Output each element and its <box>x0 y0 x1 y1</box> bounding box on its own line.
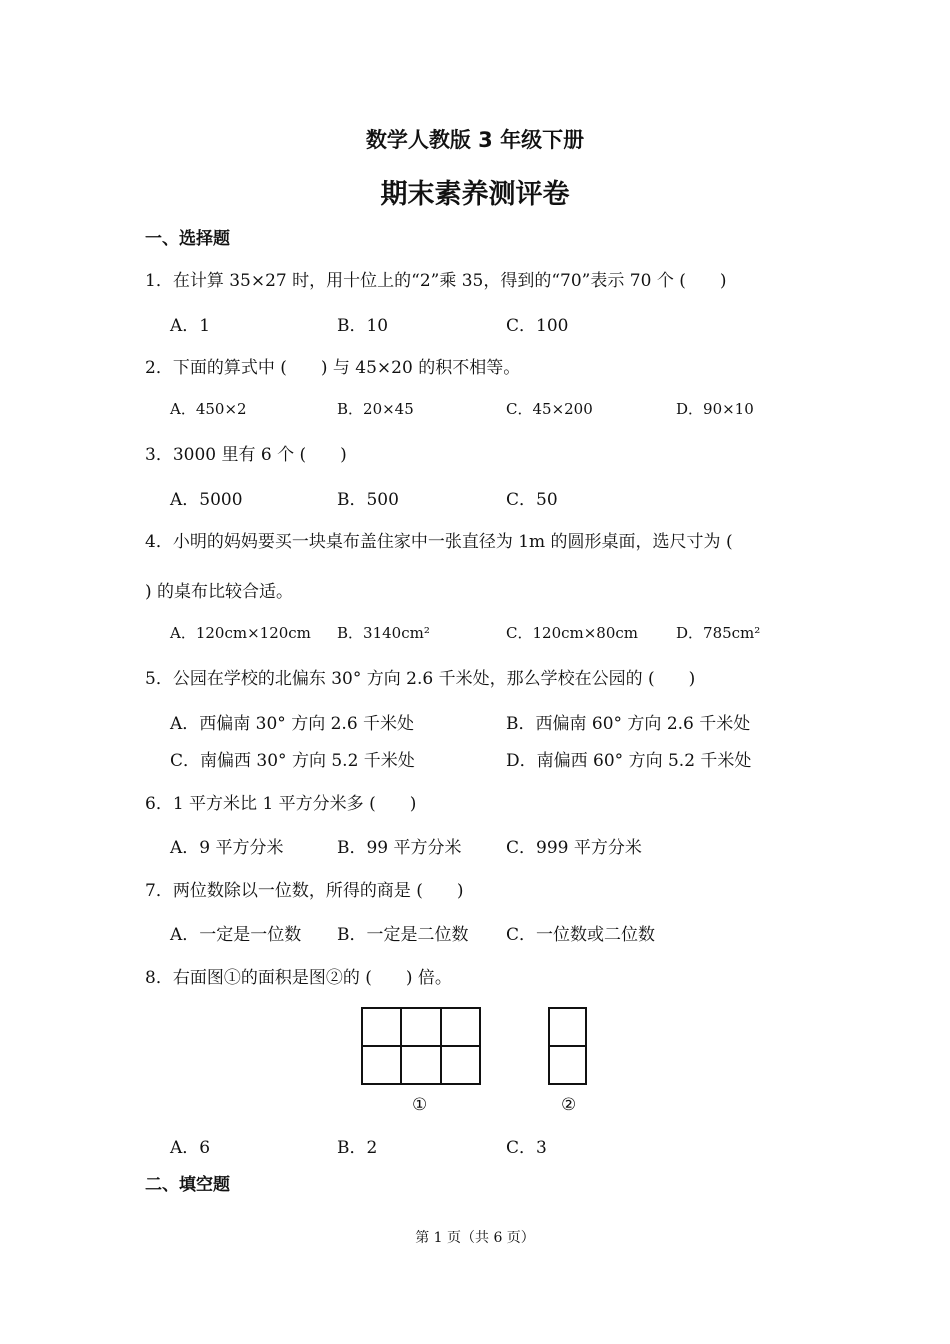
question-1-stem: 1．在计算 35×27 时，用十位上的“2”乘 35，得到的“70”表示 70 个 ( ) <box>145 271 727 291</box>
section-heading-choice: 一、选择题 <box>145 229 230 249</box>
figure-1-grid <box>361 1007 481 1085</box>
grid-cell <box>401 1008 440 1046</box>
grid-cell <box>549 1008 586 1046</box>
question-3-option-c[interactable]: C．50 <box>506 490 558 510</box>
figure-2-grid <box>548 1007 587 1085</box>
figure-1-label: ① <box>412 1095 428 1115</box>
figure-2-label: ② <box>561 1095 577 1115</box>
question-4-stem-continued: ) 的桌布比较合适。 <box>145 582 294 602</box>
question-3-stem: 3．3000 里有 6 个 ( ) <box>145 445 347 465</box>
grid-cell <box>401 1046 440 1084</box>
question-8-option-c[interactable]: C．3 <box>506 1138 547 1158</box>
question-5-stem: 5．公园在学校的北偏东 30° 方向 2.6 千米处，那么学校在公园的 ( ) <box>145 669 696 689</box>
question-7-option-a[interactable]: A．一定是一位数 <box>170 925 302 945</box>
question-3-option-b[interactable]: B．500 <box>337 490 399 510</box>
question-4-option-a[interactable]: A．120cm×120cm <box>170 624 311 642</box>
question-4-option-c[interactable]: C．120cm×80cm <box>506 624 639 642</box>
question-7-option-b[interactable]: B．一定是二位数 <box>337 925 469 945</box>
question-7-option-c[interactable]: C．一位数或二位数 <box>506 925 656 945</box>
question-4-option-d[interactable]: D．785cm² <box>676 624 761 642</box>
question-8-option-a[interactable]: A．6 <box>170 1138 211 1158</box>
question-2-stem: 2．下面的算式中 ( ) 与 45×20 的积不相等。 <box>145 358 521 378</box>
question-5-option-c[interactable]: C．南偏西 30° 方向 5.2 千米处 <box>170 751 415 771</box>
grid-cell <box>441 1046 480 1084</box>
grid-cell <box>362 1008 401 1046</box>
question-2-option-b[interactable]: B．20×45 <box>337 400 414 418</box>
question-2-option-a[interactable]: A．450×2 <box>170 400 247 418</box>
question-3-option-a[interactable]: A．5000 <box>170 490 243 510</box>
question-6-stem: 6．1 平方米比 1 平方分米多 ( ) <box>145 794 417 814</box>
question-8-option-b[interactable]: B．2 <box>337 1138 378 1158</box>
grid-cell <box>441 1008 480 1046</box>
question-6-option-a[interactable]: A．9 平方分米 <box>170 838 284 858</box>
question-7-stem: 7．两位数除以一位数，所得的商是 ( ) <box>145 881 464 901</box>
question-5-option-d[interactable]: D．南偏西 60° 方向 5.2 千米处 <box>506 751 752 771</box>
question-5-option-a[interactable]: A．西偏南 30° 方向 2.6 千米处 <box>170 714 415 734</box>
question-5-option-b[interactable]: B．西偏南 60° 方向 2.6 千米处 <box>506 714 751 734</box>
question-2-option-c[interactable]: C．45×200 <box>506 400 593 418</box>
question-1-option-c[interactable]: C．100 <box>506 316 569 336</box>
question-4-option-b[interactable]: B．3140cm² <box>337 624 430 642</box>
question-6-option-c[interactable]: C．999 平方分米 <box>506 838 642 858</box>
grid-cell <box>549 1046 586 1084</box>
page-subtitle: 期末素养测评卷 <box>380 179 570 210</box>
page-footer: 第 1 页（共 6 页） <box>415 1230 535 1246</box>
question-4-stem: 4．小明的妈妈要买一块桌布盖住家中一张直径为 1m 的圆形桌面，选尺寸为 ( <box>145 532 733 552</box>
page-title: 数学人教版 3 年级下册 <box>365 128 585 152</box>
question-8-stem: 8．右面图①的面积是图②的 ( ) 倍。 <box>145 968 452 988</box>
question-2-option-d[interactable]: D．90×10 <box>676 400 754 418</box>
question-1-option-b[interactable]: B．10 <box>337 316 389 336</box>
question-6-option-b[interactable]: B．99 平方分米 <box>337 838 462 858</box>
grid-cell <box>362 1046 401 1084</box>
question-1-option-a[interactable]: A．1 <box>170 316 211 336</box>
section-heading-fill: 二、填空题 <box>145 1175 230 1195</box>
